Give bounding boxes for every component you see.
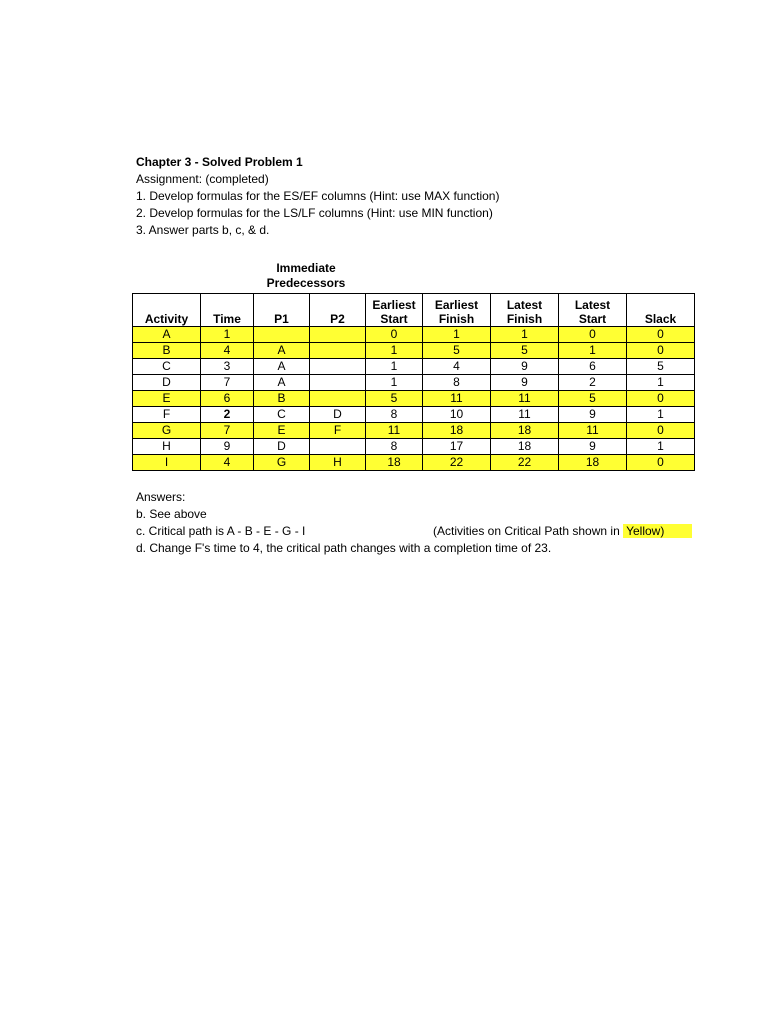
- cell-p2: H: [310, 455, 366, 471]
- cell-activity: D: [133, 375, 201, 391]
- cell-lf: 9: [491, 375, 559, 391]
- cell-lf: 5: [491, 343, 559, 359]
- cell-ef: 17: [423, 439, 491, 455]
- table-header-row: [133, 294, 695, 327]
- cell-activity: F: [133, 407, 201, 423]
- cell-time: 9: [201, 439, 254, 455]
- cell-time: 2: [201, 407, 254, 423]
- cell-ef: 5: [423, 343, 491, 359]
- cell-lf: 1: [491, 327, 559, 343]
- yellow-legend-chip: Yellow): [623, 524, 692, 538]
- cell-ef: 8: [423, 375, 491, 391]
- cell-p1: B: [254, 391, 310, 407]
- table-row: [133, 455, 695, 471]
- cell-lf: 18: [491, 439, 559, 455]
- predecessors-group-header: Immediate Predecessors: [266, 261, 346, 290]
- answers-block: [136, 489, 665, 557]
- cell-ls: 0: [559, 327, 627, 343]
- cell-lf: 9: [491, 359, 559, 375]
- cell-ef: 18: [423, 423, 491, 439]
- cell-ls: 6: [559, 359, 627, 375]
- cell-slack: 0: [627, 343, 695, 359]
- answer-c: c. Critical path is A - B - E - G - I: [136, 524, 306, 538]
- cell-slack: 1: [627, 375, 695, 391]
- cell-es: 11: [366, 423, 423, 439]
- cell-time: 4: [201, 343, 254, 359]
- cell-activity: C: [133, 359, 201, 375]
- cell-slack: 5: [627, 359, 695, 375]
- answers-heading: Answers:: [136, 490, 186, 504]
- table-row: [133, 423, 695, 439]
- header-activity: Activity: [133, 294, 201, 327]
- cell-lf: 22: [491, 455, 559, 471]
- header-p1: P1: [254, 294, 310, 327]
- cell-ef: 10: [423, 407, 491, 423]
- answer-b: b. See above: [136, 507, 207, 521]
- cell-activity: H: [133, 439, 201, 455]
- header-latest-start: Latest Start: [559, 294, 627, 327]
- cell-p1: C: [254, 407, 310, 423]
- cell-es: 8: [366, 439, 423, 455]
- answer-c-row: [136, 523, 665, 540]
- cell-es: 18: [366, 455, 423, 471]
- cell-lf: 11: [491, 407, 559, 423]
- cell-p1: E: [254, 423, 310, 439]
- header-slack: Slack: [627, 294, 695, 327]
- cell-es: 8: [366, 407, 423, 423]
- cell-slack: 0: [627, 391, 695, 407]
- cell-lf: 11: [491, 391, 559, 407]
- cell-es: 1: [366, 375, 423, 391]
- cell-activity: A: [133, 327, 201, 343]
- header-earliest-start: Earliest Start: [366, 294, 423, 327]
- intro-block: [136, 154, 499, 239]
- instruction-2: 2. Develop formulas for the LS/LF columns (Hint: use MIN function): [136, 206, 493, 220]
- cell-p2: F: [310, 423, 366, 439]
- cell-time: 3: [201, 359, 254, 375]
- cell-time: 4: [201, 455, 254, 471]
- cell-time: 1: [201, 327, 254, 343]
- cell-p1: A: [254, 375, 310, 391]
- header-time: Time: [201, 294, 254, 327]
- cell-p1: A: [254, 359, 310, 375]
- answer-d: d. Change F's time to 4, the critical path changes with a completion time of 23.: [136, 541, 552, 555]
- cell-es: 1: [366, 359, 423, 375]
- table-row: [133, 327, 695, 343]
- cell-slack: 1: [627, 407, 695, 423]
- cell-activity: B: [133, 343, 201, 359]
- cell-time: 7: [201, 423, 254, 439]
- cell-time: 6: [201, 391, 254, 407]
- cell-p2: [310, 375, 366, 391]
- cell-p2: [310, 391, 366, 407]
- cell-p2: [310, 439, 366, 455]
- cell-ls: 18: [559, 455, 627, 471]
- cell-ls: 2: [559, 375, 627, 391]
- cell-p1: D: [254, 439, 310, 455]
- cell-slack: 0: [627, 423, 695, 439]
- assignment-line: Assignment: (completed): [136, 172, 269, 186]
- cell-ls: 1: [559, 343, 627, 359]
- cell-es: 0: [366, 327, 423, 343]
- cell-p1: [254, 327, 310, 343]
- header-earliest-finish: Earliest Finish: [423, 294, 491, 327]
- cell-ls: 11: [559, 423, 627, 439]
- page-title: Chapter 3 - Solved Problem 1: [136, 155, 303, 169]
- table-row: [133, 391, 695, 407]
- cell-slack: 1: [627, 439, 695, 455]
- cell-p1: G: [254, 455, 310, 471]
- cell-ef: 1: [423, 327, 491, 343]
- instruction-1: 1. Develop formulas for the ES/EF columns (Hint: use MAX function): [136, 189, 500, 203]
- cell-slack: 0: [627, 455, 695, 471]
- table-row: [133, 343, 695, 359]
- cell-lf: 18: [491, 423, 559, 439]
- cell-p2: [310, 343, 366, 359]
- cell-activity: G: [133, 423, 201, 439]
- table-row: [133, 439, 695, 455]
- table-row: [133, 359, 695, 375]
- cell-p1: A: [254, 343, 310, 359]
- cell-slack: 0: [627, 327, 695, 343]
- instruction-3: 3. Answer parts b, c, & d.: [136, 223, 270, 237]
- cell-ls: 9: [559, 407, 627, 423]
- critical-path-note: (Activities on Critical Path shown in Yellow): [433, 523, 692, 540]
- cell-ef: 4: [423, 359, 491, 375]
- header-latest-finish: Latest Finish: [491, 294, 559, 327]
- cell-ls: 5: [559, 391, 627, 407]
- cell-p2: [310, 359, 366, 375]
- cell-ef: 22: [423, 455, 491, 471]
- cell-time: 7: [201, 375, 254, 391]
- table-row: [133, 407, 695, 423]
- cell-ls: 9: [559, 439, 627, 455]
- cell-activity: E: [133, 391, 201, 407]
- cell-es: 1: [366, 343, 423, 359]
- cell-activity: I: [133, 455, 201, 471]
- activity-table: [132, 293, 695, 471]
- cell-p2: D: [310, 407, 366, 423]
- cell-ef: 11: [423, 391, 491, 407]
- header-p2: P2: [310, 294, 366, 327]
- cell-es: 5: [366, 391, 423, 407]
- cell-p2: [310, 327, 366, 343]
- table-row: [133, 375, 695, 391]
